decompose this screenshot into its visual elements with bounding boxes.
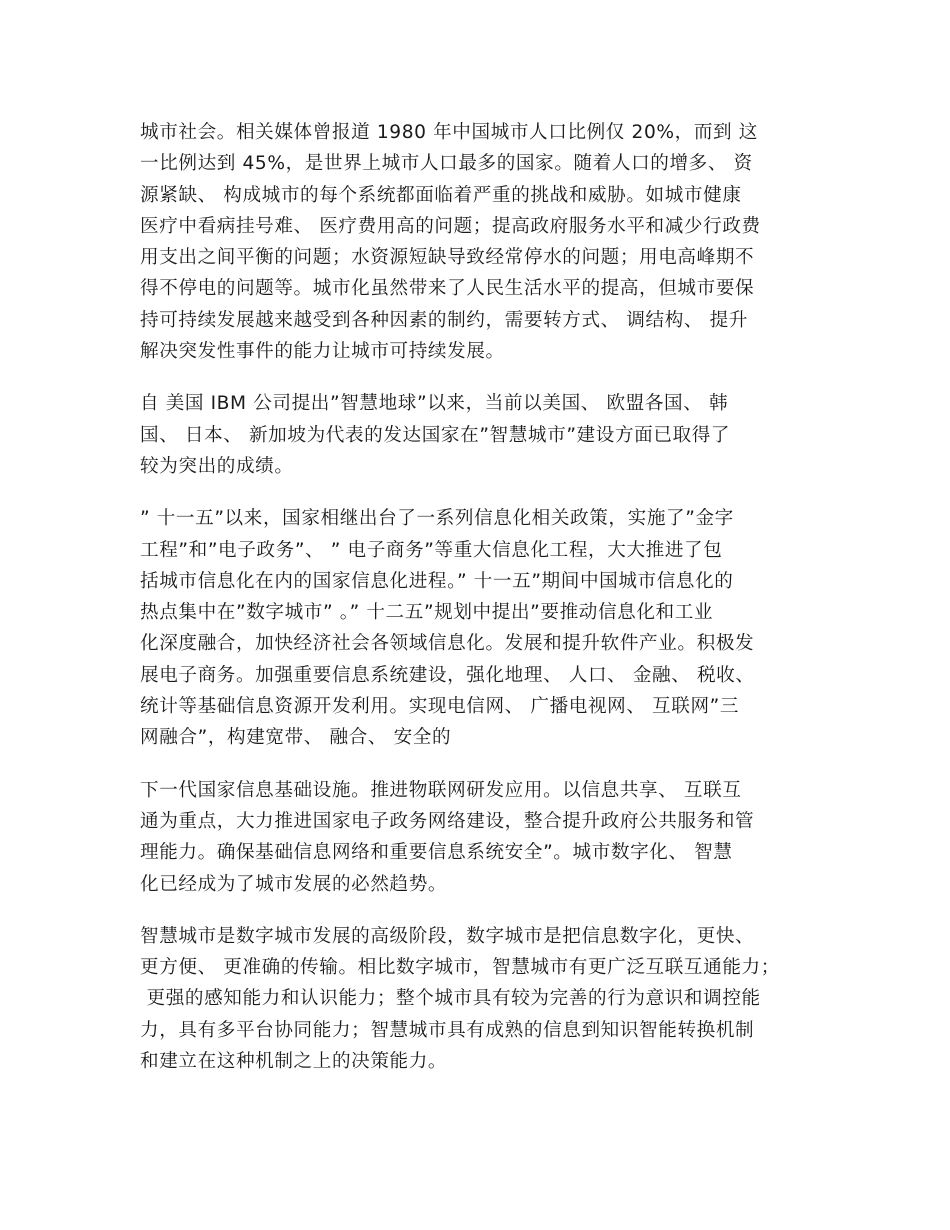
text-line: ” 十一五”以来，国家相继出台了一系列信息化相关政策，实施了”金字 bbox=[140, 508, 734, 530]
text-line: 较为突出的成绩。 bbox=[140, 455, 294, 477]
paragraph-smart-planet bbox=[140, 388, 820, 482]
text-line: 热点集中在”数字城市” 。” 十二五”规划中提出”要推动信息化和工业 bbox=[140, 602, 714, 624]
text-line: 城市社会。相关媒体曾报道 1980 年中国城市人口比例仅 20%，而到 这 bbox=[140, 122, 758, 143]
text-line: 通为重点，大力推进国家电子政务网络建设，整合提升政府公共服务和管 bbox=[140, 810, 755, 832]
text-line: 和建立在这种机制之上的决策能力。 bbox=[140, 1051, 448, 1073]
text-line: 下一代国家信息基础设施。推进物联网研发应用。以信息共享、 互联互 bbox=[140, 779, 742, 801]
document-body bbox=[140, 117, 820, 1077]
text-line: 源紧缺、 构成城市的每个系统都面临着严重的挑战和威胁。如城市健康 bbox=[140, 184, 742, 206]
text-line: 力，具有多平台协同能力；智慧城市具有成熟的信息到知识智能转换机制 bbox=[140, 1019, 755, 1041]
text-line: 更方便、 更准确的传输。相比数字城市，智慧城市有更广泛互联互通能力； bbox=[140, 957, 780, 979]
text-line: 持可持续发展越来越受到各种因素的制约，需要转方式、 调结构、 提升 bbox=[140, 309, 749, 331]
text-line: 国、 日本、 新加坡为代表的发达国家在”智慧城市”建设方面已取得了 bbox=[140, 424, 731, 446]
paragraph-urban-challenges bbox=[140, 117, 820, 367]
text-line: 括城市信息化在内的国家信息化进程。” 十一五”期间中国城市信息化的 bbox=[140, 570, 734, 592]
text-line: 展电子商务。加强重要信息系统建设，强化地理、 人口、 金融、 税收、 bbox=[140, 664, 755, 686]
paragraph-next-gen-infrastructure bbox=[140, 775, 820, 900]
paragraph-spacer bbox=[140, 900, 820, 921]
text-line: 得不停电的问题等。城市化虽然带来了人民生活水平的提高，但城市要保 bbox=[140, 278, 755, 300]
text-line: 解决突发性事件的能力让城市可持续发展。 bbox=[140, 341, 505, 363]
text-line: 理能力。确保基础信息网络和重要信息系统安全”。城市数字化、 智慧 bbox=[140, 842, 733, 864]
text-line: 更强的感知能力和认识能力；整个城市具有较为完善的行为意识和调控能 bbox=[140, 988, 761, 1010]
text-line: 工程”和”电子政务”、 ” 电子商务”等重大信息化工程，大大推进了包 bbox=[140, 539, 723, 561]
text-line: 医疗中看病挂号难、 医疗费用高的问题；提高政府服务水平和减少行政费 bbox=[140, 215, 761, 237]
paragraph-spacer bbox=[140, 367, 820, 388]
text-line: 化已经成为了城市发展的必然趋势。 bbox=[140, 873, 448, 895]
paragraph-smart-city-definition bbox=[140, 921, 820, 1077]
text-line: 化深度融合，加快经济社会各领域信息化。发展和提升软件产业。积极发 bbox=[140, 633, 755, 655]
text-line: 一比例达到 45%，是世界上城市人口最多的国家。随着人口的增多、 资 bbox=[140, 153, 753, 175]
text-line: 用支出之间平衡的问题；水资源短缺导致经常停水的问题；用电高峰期不 bbox=[140, 247, 755, 269]
text-line: 网融合”，构建宽带、 融合、 安全的 bbox=[140, 727, 452, 749]
paragraph-spacer bbox=[140, 482, 820, 503]
text-line: 智慧城市是数字城市发展的高级阶段，数字城市是把信息数字化，更快、 bbox=[140, 925, 755, 947]
paragraph-five-year-plans bbox=[140, 503, 820, 753]
text-line: 统计等基础信息资源开发利用。实现电信网、 广播电视网、 互联网”三 bbox=[140, 696, 740, 718]
text-line: 自 美国 IBM 公司提出”智慧地球”以来，当前以美国、 欧盟各国、 韩 bbox=[140, 393, 729, 415]
paragraph-spacer bbox=[140, 754, 820, 775]
